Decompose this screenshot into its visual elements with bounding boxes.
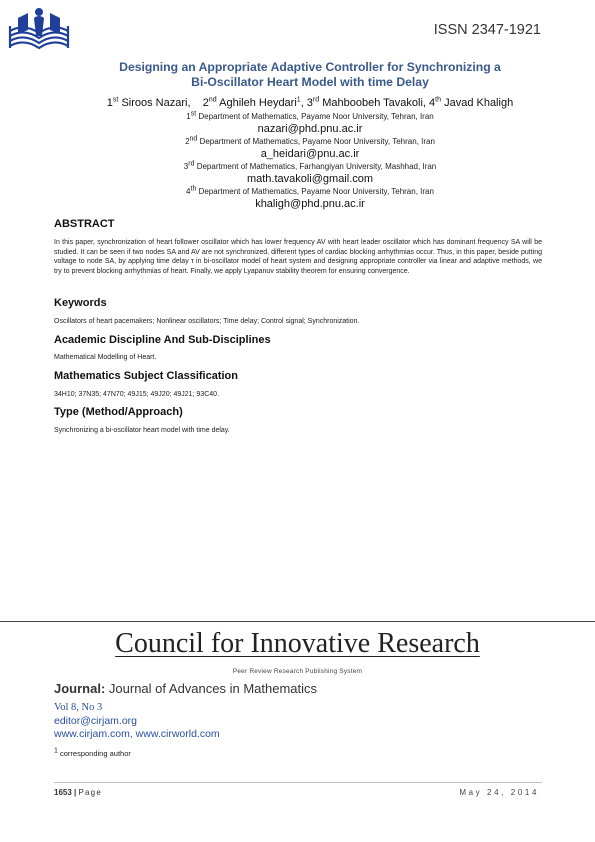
author-4: 4th Javad Khaligh — [429, 96, 514, 109]
affiliation-4: 4th Department of Mathematics, Payame Noor University, Tehran, Iran — [186, 185, 434, 196]
author-list — [40, 97, 580, 109]
publication-date: May 24, 2014 — [459, 788, 539, 797]
title-line-1: Designing an Appropriate Adaptive Controller for Synchronizing a — [119, 60, 501, 74]
paper-title — [40, 60, 580, 90]
type-heading: Type (Method/Approach) — [54, 406, 183, 418]
footer-rule — [54, 782, 542, 783]
author-3-email[interactable]: math.tavakoli@gmail.com — [246, 173, 374, 185]
author-3: , 3rd Mahboobeh Tavakoli, — [300, 96, 426, 109]
journal-logo-icon — [6, 4, 72, 56]
author-1-email[interactable]: nazari@phd.pnu.ac.ir — [257, 123, 363, 135]
editor-email-link[interactable]: editor@cirjam.org — [54, 715, 138, 727]
volume-info: Vol 8, No 3 — [54, 702, 103, 713]
website-links[interactable]: www.cirjam.com, www.cirworld.com — [54, 728, 220, 740]
author-2-email[interactable]: a_heidari@pnu.ac.ir — [260, 148, 360, 160]
abstract-heading: ABSTRACT — [54, 218, 115, 230]
author-1: 1st Siroos Nazari, — [106, 96, 191, 109]
page-number: 1653 | Page — [54, 788, 102, 797]
type-text: Synchronizing a bi-oscillator heart model with time delay. — [54, 427, 230, 434]
author-4-email[interactable]: khaligh@phd.pnu.ac.ir — [255, 198, 365, 210]
abstract-text: In this paper, synchronization of heart follower oscillator which has lower frequency AV with heart leader oscillator which has dominant frequency SA will be studied. It can be seen if two nodes SA and AV are not synchronized, different types of cardiac blocking arrhythmias occur. Thus, in this paper, beside putting voltage to node SA, by applying time delay τ in bi-oscillator model of heart system and designing appropriate controller via linear and adaptive methods, we try to prevent blocking arrhythmias of heart. Finally, we apply Lyapanuv stability theorem for ensuring convergence. — [54, 239, 542, 275]
keywords-heading: Keywords — [54, 297, 107, 309]
issn-label: ISSN 2347-1921 — [433, 22, 541, 38]
msc-text: 34H10; 37N35; 47N70; 49J15; 49J20; 49J21; 93C40. — [54, 391, 220, 398]
affiliation-2: 2nd Department of Mathematics, Payame Noor University, Tehran, Iran — [185, 135, 435, 146]
section-divider — [0, 621, 595, 622]
author-2: 2nd Aghileh Heydari$^1$ — [202, 96, 301, 109]
corresponding-mark: 1 — [296, 96, 301, 104]
discipline-text: Mathematical Modelling of Heart. — [54, 354, 157, 361]
affiliation-3: 3rd Department of Mathematics, Farhangiyan University, Mashhad, Iran — [183, 160, 437, 171]
footnote: $^1$ corresponding author — [54, 747, 131, 758]
msc-heading: Mathematics Subject Classification — [54, 370, 238, 382]
journal-line: Journal: Journal of Advances in Mathematics — [54, 681, 318, 696]
keywords-text: Oscillators of heart pacemakers; Nonlinear oscillators; Time delay; Control signal; Synchronization. — [54, 318, 360, 325]
discipline-heading: Academic Discipline And Sub-Disciplines — [54, 334, 271, 346]
publisher-tagline: Peer Review Research Publishing System — [232, 668, 363, 675]
title-line-2: Bi-Oscillator Heart Model with time Delay — [191, 75, 429, 89]
affiliation-1: 1st Department of Mathematics, Payame Noor University, Tehran, Iran — [186, 110, 434, 121]
publisher-name: Council for Innovative Research — [115, 628, 480, 659]
